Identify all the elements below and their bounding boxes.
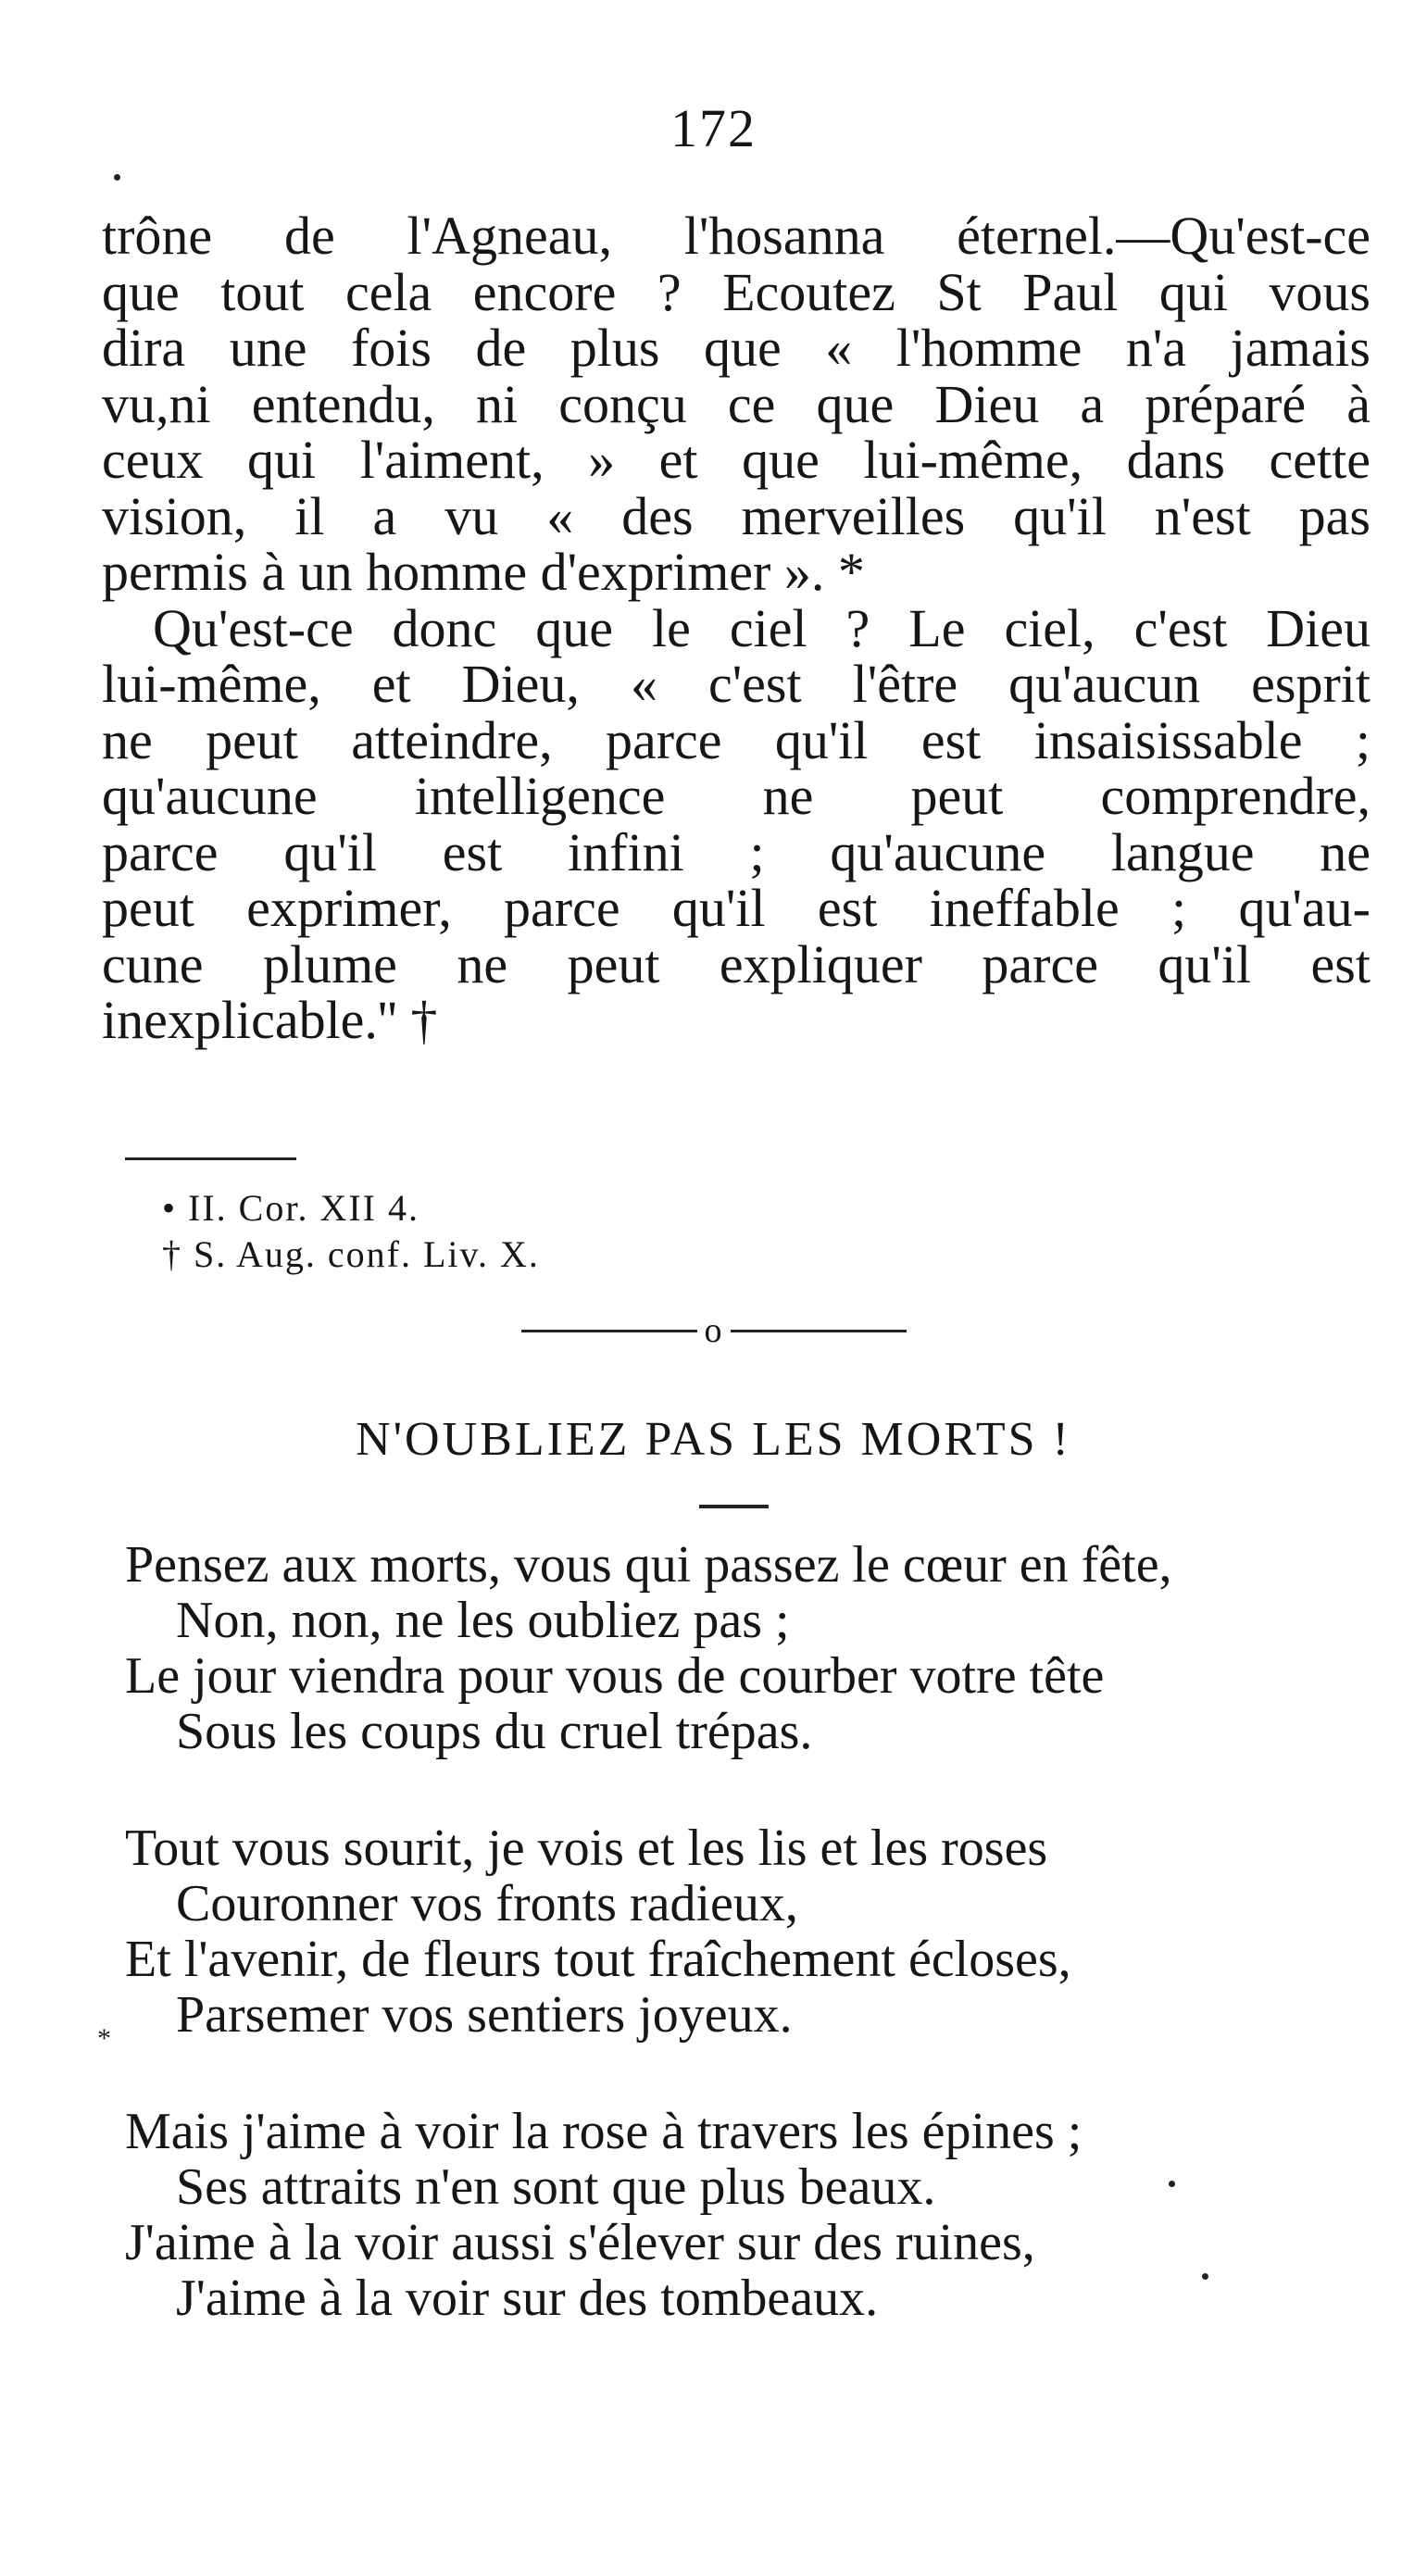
prose-line: dira une fois de plus que « l'homme n'a jamais — [102, 318, 1371, 378]
prose-line: Qu'est-ce donc que le ciel ? Le ciel, c'est Dieu — [153, 597, 1371, 658]
separator-ornament: o — [704, 1311, 723, 1351]
margin-mark: * — [97, 2023, 111, 2054]
poem-verse: Tout vous sourit, je vois et les lis et les roses — [125, 1819, 1048, 1877]
speck-dot — [114, 174, 120, 181]
poem-verse: Ses attraits n'en sont que plus beaux. — [176, 2158, 936, 2216]
prose-paragraphs — [102, 208, 1371, 1049]
speck-dot — [1169, 2181, 1175, 2187]
poem-body — [125, 1537, 1172, 2326]
poem-verse: Couronner vos fronts radieux, — [176, 1875, 798, 1932]
separator-bar-right — [731, 1330, 907, 1332]
prose-line: inexplicable.'' † — [102, 990, 438, 1050]
prose-line: qu'aucune intelligence ne peut comprendre, — [102, 766, 1371, 826]
poem-verse: J'aime à la voir aussi s'élever sur des ruines, — [125, 2214, 1035, 2271]
poem-verse: Mais j'aime à voir la rose à travers les épines ; — [125, 2103, 1083, 2160]
poem-verse: Sous les coups du cruel trépas. — [176, 1703, 813, 1760]
footnote: † S. Aug. conf. Liv. X. — [162, 1233, 540, 1275]
prose-line: lui-même, et Dieu, « c'est l'être qu'aucun esprit — [102, 654, 1371, 714]
speck-dot — [1202, 2273, 1208, 2280]
stanza-gap — [125, 2043, 1172, 2104]
poem-verse: Et l'avenir, de fleurs tout fraîchement écloses, — [125, 1931, 1071, 1988]
footnotes — [162, 1185, 540, 1278]
poem-verse: Le jour viendra pour vous de courber votre tête — [125, 1647, 1105, 1705]
prose-line: cune plume ne peut expliquer parce qu'il est — [102, 933, 1371, 994]
prose-line: vu,ni entendu, ni conçu ce que Dieu a préparé à — [102, 373, 1371, 434]
page-number: 172 — [670, 98, 757, 158]
poem-verse: Parsemer vos sentiers joyeux. — [176, 1986, 793, 2044]
prose-line: vision, il a vu « des merveilles qu'il n'est pas — [102, 485, 1371, 546]
poem-title: N'OUBLIEZ PAS LES MORTS ! — [356, 1413, 1071, 1466]
prose-line: permis à un homme d'exprimer ». * — [102, 542, 865, 602]
separator-bar-left — [521, 1330, 697, 1332]
footnote: • II. Cor. XII 4. — [162, 1187, 419, 1229]
prose-line: parce qu'il est infini ; qu'aucune langue ne — [102, 821, 1371, 882]
footnote-rule — [125, 1157, 296, 1160]
poem-verse: J'aime à la voir sur des tombeaux. — [176, 2270, 879, 2327]
stanza-gap — [125, 1759, 1172, 1820]
section-separator — [0, 1307, 1427, 1351]
prose-line: ceux qui l'aiment, » et que lui-même, dans cette — [102, 430, 1371, 490]
prose-line: trône de l'Agneau, l'hosanna éternel.—Qu'est-ce — [102, 206, 1371, 266]
poem-verse: Pensez aux morts, vous qui passez le cœur en fête, — [125, 1536, 1172, 1594]
poem-verse: Non, non, ne les oubliez pas ; — [176, 1592, 790, 1649]
title-rule — [699, 1505, 769, 1508]
prose-line: que tout cela encore ? Ecoutez St Paul qui vous — [102, 261, 1371, 322]
prose-line: peut exprimer, parce qu'il est ineffable ; qu'au- — [102, 878, 1371, 938]
prose-line: ne peut atteindre, parce qu'il est insaisissable ; — [102, 709, 1371, 770]
